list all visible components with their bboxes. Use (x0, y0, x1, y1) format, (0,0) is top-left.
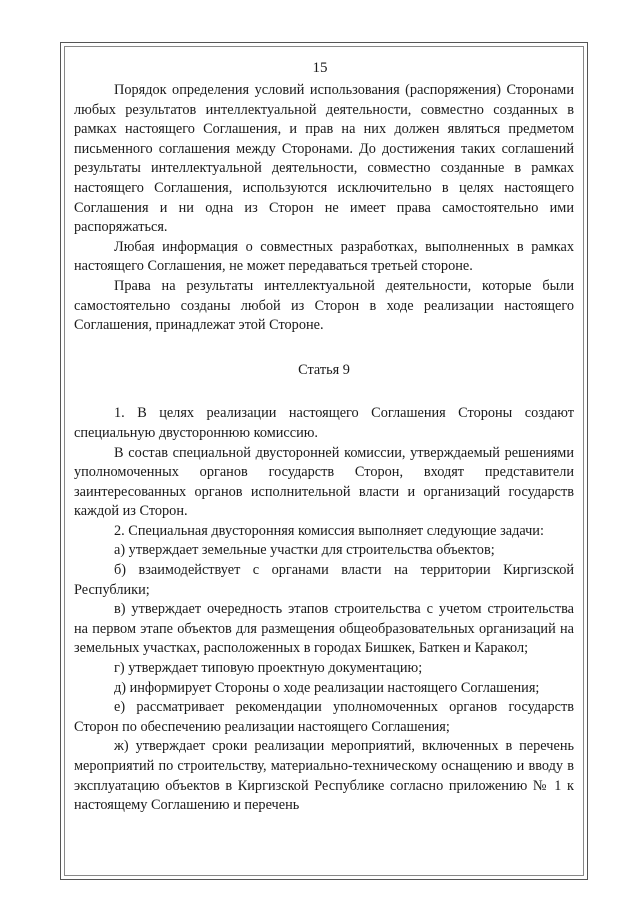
paragraph: 1. В целях реализации настоящего Соглашения Стороны создают специальную двустороннюю комиссию. (74, 405, 574, 441)
paragraph: Порядок определения условий использования (распоряжения) Сторонами любых результатов интеллектуальной деятельности, совместно созданных в рамках настоящего Соглашения, и прав на них должен являться предметом письменного соглашения между Сторонами. До достижения таких соглашений результаты интеллектуальной деятельности, совместно созданные в рамках настоящего Соглашения, используются исключительно в целях настоящего Соглашения и ни одна из Сторон не имеет права самостоятельно ими распоряжаться. (74, 82, 574, 236)
list-item: в) утверждает очередность этапов строительства с учетом строительства на первом этапе объектов для размещения общеобразовательных организаций на земельных участках, расположенных в городах Бишкек, Баткен и Каракол; (74, 601, 574, 657)
list-item: г) утверждает типовую проектную документацию; (114, 660, 423, 677)
paragraph: Любая информация о совместных разработках, выполненных в рамках настоящего Соглашения, не может передаваться третьей стороне. (74, 238, 574, 275)
page-number: 15 (312, 60, 328, 76)
list-item: б) взаимодействует с органами власти на территории Киргизской Республики; (74, 562, 574, 598)
list-item: ж) утверждает сроки реализации мероприятий, включенных в перечень мероприятий по строительству, материально-техническому оснащению и вводу в эксплуатацию объектов в Киргизской Республике согласно приложению № 1 к настоящему Соглашению и перечень (74, 738, 574, 814)
paragraph: Права на результаты интеллектуальной деятельности, которые были самостоятельно созданы любой из Сторон в ходе реализации настоящего Соглашения, принадлежат этой Стороне. (74, 277, 574, 334)
list-item: а) утверждает земельные участки для строительства объектов; (114, 542, 495, 559)
list-item: д) информирует Стороны о ходе реализации настоящего Соглашения; (114, 679, 540, 696)
document-body (74, 81, 574, 816)
list-item: е) рассматривает рекомендации уполномоченных органов государств Сторон по обеспечению реализации настоящего Соглашения; (74, 699, 574, 735)
paragraph: 2. Специальная двусторонняя комиссия выполняет следующие задачи: (114, 522, 544, 539)
article-heading: Статья 9 (298, 361, 350, 378)
paragraph: В состав специальной двусторонней комиссии, утверждаемый решениями уполномоченных органов государств Сторон, входят представители заинтересованных органов исполнительной власти и организаций государств каждой из Сторон. (74, 444, 574, 520)
